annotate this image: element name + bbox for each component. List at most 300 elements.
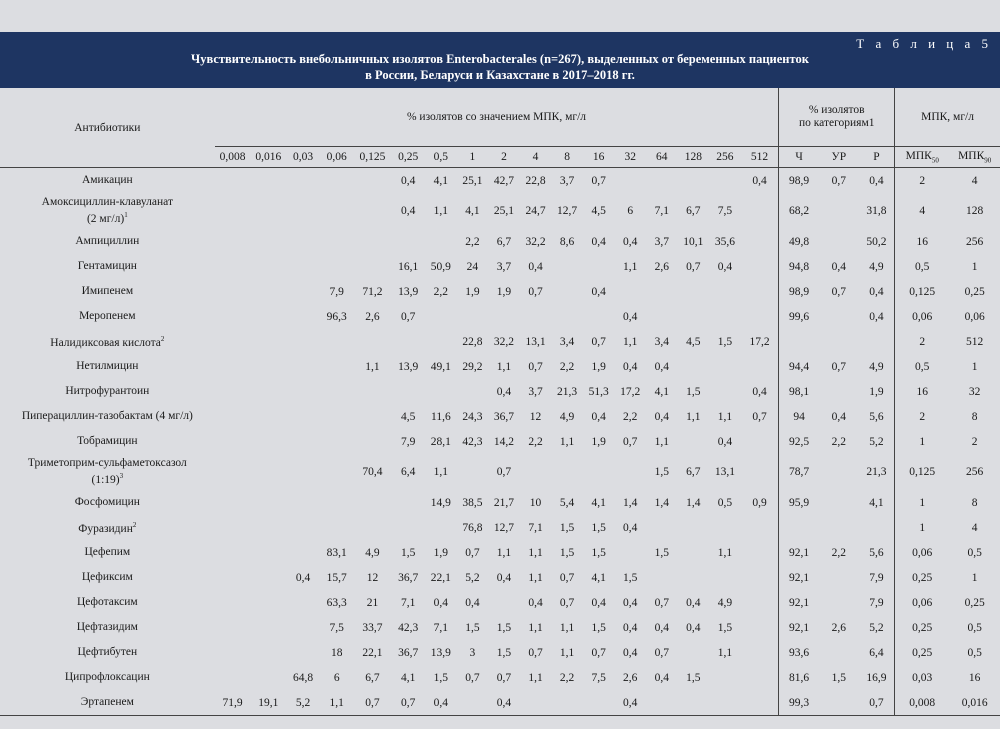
antibiotic-name-text: Цефотаксим	[76, 596, 138, 608]
mic-value-cell: 71,2	[362, 285, 383, 298]
mic-value-cell: 0,4	[623, 310, 638, 323]
category-value-cell: 50,2	[866, 235, 887, 248]
category-value-cell	[819, 565, 859, 590]
mic50-value-cell: 1	[895, 515, 950, 540]
mic-value-cell: 1,1	[528, 671, 543, 684]
mic-value-cell: 12	[366, 571, 379, 584]
mic-value-cell: 0,4	[528, 596, 543, 609]
antibiotic-name	[0, 379, 215, 404]
mic-value-cell	[741, 354, 779, 379]
mic-value-cell	[250, 304, 286, 329]
mic-value-cell: 0,4	[717, 260, 733, 273]
mic-value-cell: 1,5	[559, 546, 575, 559]
mic-value-cell	[320, 329, 354, 354]
mic-value-cell: 5,2	[465, 571, 480, 584]
mic50-value-cell: 0,008	[895, 690, 950, 716]
mic-value-cell	[741, 229, 779, 254]
mic50-value-cell: 0,06	[895, 590, 950, 615]
mic-value-cell: 10,1	[683, 235, 704, 248]
mic-value-cell	[286, 354, 320, 379]
antibiotic-name	[0, 665, 215, 690]
category-value-cell	[819, 454, 859, 490]
mic-value-cell: 25,1	[462, 174, 483, 187]
mic-value-cell: 0,4	[623, 235, 638, 248]
mic-value-cell: 4,1	[591, 571, 606, 584]
category-value-cell: 16,9	[866, 671, 887, 684]
mic-value-cell	[250, 429, 286, 454]
mic-value-cell	[215, 279, 251, 304]
mic-value-cell	[250, 490, 286, 515]
category-value-cell: 92,1	[779, 615, 819, 640]
mic50-value-cell: 1	[895, 490, 950, 515]
mic-value-cell: 0,4	[717, 435, 733, 448]
mic-value-cell: 15,7	[326, 571, 347, 584]
mic-value-cell	[646, 565, 678, 590]
mic90-value-cell: 1	[971, 571, 978, 584]
mic-value-cell: 17,2	[620, 385, 641, 398]
mic-column-header: 2	[488, 147, 520, 168]
mic-value-cell: 1,1	[433, 205, 449, 217]
category-value-cell: 95,9	[779, 490, 819, 515]
mic50-value-cell: 0,25	[895, 640, 950, 665]
mic-value-cell	[741, 690, 779, 716]
mic-value-cell: 0,4	[654, 360, 669, 373]
mic-value-cell	[709, 379, 741, 404]
antibiotic-name-text: Цефепим	[84, 546, 131, 558]
category-value-cell: 4,9	[869, 260, 884, 273]
antibiotic-name	[0, 565, 215, 590]
mic-value-cell: 1,1	[717, 646, 733, 659]
mic90-value-cell: 256	[966, 466, 984, 478]
mic-value-cell: 0,4	[686, 596, 701, 609]
mic-value-cell: 12,7	[493, 521, 515, 534]
mic-value-cell	[215, 404, 251, 429]
mic-value-cell	[286, 254, 320, 279]
mic-value-cell: 36,7	[493, 410, 515, 423]
antibiotic-name-text: Тобрамицин	[77, 435, 138, 447]
mic-value-cell: 0,4	[496, 571, 512, 584]
mic-value-cell	[354, 490, 392, 515]
category-value-cell: 92,5	[779, 429, 819, 454]
mic-value-cell	[583, 690, 615, 716]
mic-value-cell	[709, 565, 741, 590]
mic-value-cell	[250, 229, 286, 254]
mic-value-cell: 0,4	[425, 690, 457, 716]
table-title-line-2: в России, Беларуси и Казахстане в 2017–2018 гг.	[365, 68, 635, 82]
mic-value-cell: 1,1	[320, 690, 354, 716]
table-row	[0, 254, 1000, 279]
mic-value-cell	[250, 279, 286, 304]
mic-value-cell: 4,5	[686, 335, 701, 348]
mic-value-cell: 17,2	[749, 335, 770, 348]
mic-value-cell: 70,4	[362, 466, 383, 478]
mic-value-cell: 0,4	[654, 410, 669, 423]
category-value-cell	[819, 193, 859, 229]
mic-value-cell: 0,7	[559, 571, 575, 584]
mic-value-cell: 0,4	[401, 174, 416, 187]
mic-value-cell: 0,4	[591, 410, 606, 423]
category-value-cell: 92,1	[779, 540, 819, 565]
mic-value-cell: 1,9	[465, 285, 480, 298]
mic-value-cell	[215, 254, 251, 279]
mic-value-cell	[741, 540, 779, 565]
category-value-cell: 2,2	[831, 435, 846, 448]
mic-value-cell: 4,1	[654, 385, 669, 398]
mic-value-cell	[551, 304, 583, 329]
mic-value-cell	[354, 329, 392, 354]
mic-value-cell	[250, 254, 286, 279]
mic-value-cell	[425, 515, 457, 540]
mic-value-cell: 1,1	[528, 546, 543, 559]
mic-value-cell	[286, 304, 320, 329]
mic-value-cell: 7,5	[329, 621, 344, 634]
mic-value-cell: 64,8	[292, 671, 314, 684]
mic-value-cell: 1,1	[623, 260, 638, 273]
mic-column-header: 0,5	[425, 147, 457, 168]
mic-value-cell	[354, 229, 392, 254]
mic-value-cell: 36,7	[398, 571, 419, 584]
category-value-cell: 6,4	[869, 646, 884, 659]
mic-value-cell: 96,3	[326, 310, 347, 323]
mic-value-cell	[250, 329, 286, 354]
mic-value-cell	[391, 490, 425, 515]
mic-value-cell: 4,1	[401, 671, 416, 684]
table-title-line-1	[0, 52, 1000, 67]
mic-value-cell	[250, 354, 286, 379]
mic-value-cell	[520, 454, 552, 490]
mic-value-cell: 71,9	[215, 690, 251, 716]
antibiotic-name	[0, 429, 215, 454]
mic-value-cell: 0,4	[591, 235, 606, 248]
antibiotic-name-text: Нетилмицин	[76, 360, 139, 372]
mic-value-cell: 7,1	[654, 205, 669, 217]
mic-value-cell	[741, 615, 779, 640]
mic-value-cell: 14,2	[493, 435, 515, 448]
mic90-value-cell: 1	[971, 260, 978, 273]
mic-value-cell: 2,6	[623, 671, 638, 684]
mic-value-cell	[354, 404, 392, 429]
mic-value-cell	[520, 690, 552, 716]
mic-value-cell: 51,3	[588, 385, 609, 398]
mic-value-cell: 1,9	[591, 435, 606, 448]
category-column-header: Ч	[779, 147, 819, 168]
mic-value-cell	[678, 515, 710, 540]
mic-value-cell	[741, 665, 779, 690]
mic-value-cell	[320, 229, 354, 254]
mic-value-cell	[551, 454, 583, 490]
mic-value-cell	[286, 379, 320, 404]
mic-value-cell	[250, 540, 286, 565]
mic-value-cell: 0,7	[496, 466, 512, 478]
mic-value-cell	[215, 590, 251, 615]
mic-value-cell	[250, 665, 286, 690]
mic-value-cell: 11,6	[431, 410, 451, 423]
mic50-value-cell: 16	[895, 379, 950, 404]
mic-value-cell: 3,4	[654, 335, 669, 348]
category-value-cell: 98,9	[779, 168, 819, 194]
mic-value-cell	[614, 168, 646, 194]
mic-value-cell: 1,1	[717, 546, 733, 559]
mic-value-cell: 18	[330, 646, 343, 659]
mic-value-cell	[250, 640, 286, 665]
mic50-value-cell: 0,03	[895, 665, 950, 690]
mic50-value-cell: 16	[895, 229, 950, 254]
mic-value-cell	[320, 404, 354, 429]
mic-value-cell	[320, 254, 354, 279]
mic-value-cell	[250, 193, 286, 229]
mic-value-cell: 1,5	[686, 671, 701, 684]
category-value-cell	[819, 329, 859, 354]
mic-value-cell: 1,1	[528, 571, 543, 584]
category-value-cell: 0,4	[869, 174, 884, 187]
mic90-value-cell: 32	[968, 385, 981, 398]
antibiotic-name	[0, 404, 215, 429]
mic-value-cell: 0,4	[623, 621, 638, 634]
mic50-value-cell: 0,125	[895, 279, 950, 304]
mic-column-header: 32	[614, 147, 646, 168]
table-row	[0, 429, 1000, 454]
mic-value-cell	[215, 540, 251, 565]
table-label: Т а б л и ц а 5	[856, 36, 992, 51]
mic-value-cell: 4,1	[591, 496, 606, 509]
category-value-cell: 0,4	[831, 410, 846, 423]
mic-column-header: 256	[709, 147, 741, 168]
mic-value-cell: 36,7	[398, 646, 419, 659]
mic50-value-cell: 2	[895, 404, 950, 429]
mic-value-cell: 1,1	[623, 335, 638, 348]
mic-value-cell: 6,7	[686, 466, 701, 478]
mic-value-cell: 13,9	[430, 646, 451, 659]
mic-value-cell: 0,7	[528, 285, 543, 298]
mic-value-cell: 2,2	[559, 671, 575, 684]
mic90-value-cell: 128	[966, 205, 984, 217]
mic-value-cell	[709, 515, 741, 540]
category-value-cell: 0,4	[869, 285, 884, 298]
mic-column-header: 1	[457, 147, 489, 168]
category-value-cell: 93,6	[779, 640, 819, 665]
mic-value-cell	[709, 304, 741, 329]
mic-value-cell	[678, 279, 710, 304]
category-column-header: Р	[859, 147, 895, 168]
mic90-value-cell: 0,25	[964, 596, 985, 609]
mic-value-cell: 0,7	[591, 174, 606, 187]
mic-value-cell	[320, 515, 354, 540]
mic-value-cell	[741, 565, 779, 590]
category-value-cell: 7,9	[869, 571, 884, 584]
mic-value-cell	[286, 329, 320, 354]
mic-value-cell: 1,9	[496, 285, 512, 298]
mic-value-cell	[457, 690, 489, 716]
mic-value-cell: 33,7	[362, 621, 383, 634]
mic-value-cell: 22,1	[430, 571, 451, 584]
mic-column-header: 64	[646, 147, 678, 168]
mic-value-cell: 1,5	[717, 335, 733, 348]
mic-value-cell	[354, 515, 392, 540]
mic-value-cell: 35,6	[714, 235, 735, 248]
mic-value-cell: 4,9	[559, 410, 575, 423]
mic-value-cell	[320, 379, 354, 404]
mic-value-cell: 38,5	[462, 496, 483, 509]
mic-value-cell: 13,9	[398, 360, 419, 373]
mic-value-cell: 28,1	[430, 435, 451, 448]
mic-value-cell: 2,6	[365, 310, 380, 323]
mic-value-cell	[215, 229, 251, 254]
mic-value-cell	[286, 590, 320, 615]
mic-value-cell: 1,5	[591, 621, 606, 634]
category-group-line-1: % изолятов	[808, 104, 865, 116]
mic-value-cell	[320, 354, 354, 379]
mic-value-cell: 42,3	[462, 435, 483, 448]
mic-value-cell	[286, 404, 320, 429]
mic-value-cell: 22,8	[525, 174, 546, 187]
mic-value-cell: 4,5	[591, 205, 606, 217]
table-row	[0, 404, 1000, 429]
mic-value-cell: 22,1	[362, 646, 383, 659]
mic-value-cell	[320, 429, 354, 454]
mic-value-cell	[741, 193, 779, 229]
mic-value-cell: 0,4	[654, 671, 669, 684]
antibiotic-name-text: Налидиксовая кислота	[50, 336, 161, 349]
category-value-cell: 94,4	[779, 354, 819, 379]
table-row	[0, 590, 1000, 615]
mic50-subscript: 50	[931, 156, 939, 165]
mic-value-cell: 0,7	[686, 260, 701, 273]
mic-value-cell	[678, 429, 710, 454]
mic-value-cell	[457, 304, 489, 329]
mic-value-cell	[354, 429, 392, 454]
category-value-cell: 92,1	[779, 590, 819, 615]
mic-value-cell	[488, 304, 520, 329]
antibiotic-name	[0, 354, 215, 379]
mic-value-cell: 0,7	[496, 671, 512, 684]
mic-value-cell	[614, 454, 646, 490]
mic-value-cell: 5,4	[559, 496, 575, 509]
mic-value-cell: 3,4	[559, 335, 575, 348]
mic90-value-cell: 1	[971, 360, 978, 373]
mic-value-cell	[583, 304, 615, 329]
antibiotic-name-text: Меропенем	[79, 310, 136, 322]
mic-value-cell	[709, 354, 741, 379]
mic-value-cell	[741, 640, 779, 665]
mic-value-cell	[286, 490, 320, 515]
mic-value-cell	[709, 690, 741, 716]
mic-value-cell: 1,5	[496, 646, 512, 659]
mic-value-cell: 10	[529, 496, 542, 509]
mic-value-cell: 4,5	[401, 410, 416, 423]
mic-value-cell: 4,1	[433, 174, 449, 187]
mic-value-cell: 0,9	[752, 496, 767, 509]
mic-value-cell	[215, 429, 251, 454]
antibiotic-name-text: Триметоприм-сульфаметоксазол	[27, 457, 187, 470]
category-value-cell	[819, 229, 859, 254]
mic-value-cell: 8,6	[559, 235, 575, 248]
category-value-cell: 98,9	[779, 279, 819, 304]
mic-value-cell	[646, 515, 678, 540]
mic-value-cell	[741, 279, 779, 304]
mic90-label: МПК	[958, 149, 985, 162]
antibiotic-name-text: Фуразидин	[78, 522, 133, 535]
mic-value-cell	[250, 565, 286, 590]
mic90-value-cell: 16	[968, 671, 981, 684]
table-row	[0, 490, 1000, 515]
mic-value-cell	[215, 490, 251, 515]
mic-value-cell	[215, 640, 251, 665]
mic-value-cell: 0,4	[686, 621, 701, 634]
mic-value-cell: 32,2	[525, 235, 546, 248]
antibiotic-name-text: Эртапенем	[80, 696, 134, 708]
mic-value-cell	[354, 254, 392, 279]
mic-value-cell: 12,7	[557, 205, 578, 217]
mic-value-cell	[250, 454, 286, 490]
mic50-value-cell: 0,06	[895, 304, 950, 329]
mic-value-cell: 0,4	[752, 385, 767, 398]
mic-value-cell: 7,9	[329, 285, 344, 298]
antibiotics-header: Антибиотики	[0, 88, 215, 168]
category-value-cell: 7,9	[869, 596, 884, 609]
category-value-cell	[859, 515, 895, 540]
mic-value-cell	[741, 515, 779, 540]
category-group-header	[779, 88, 895, 147]
mic-column-header: 0,008	[215, 147, 251, 168]
mic-value-cell	[425, 229, 457, 254]
table-row	[0, 640, 1000, 665]
mic-value-cell: 3,7	[654, 235, 669, 248]
antibiotic-name	[0, 515, 215, 540]
mic-value-cell: 1,5	[654, 546, 669, 559]
mic-column-header: 0,06	[320, 147, 354, 168]
mic90-value-cell: 0,5	[967, 646, 982, 659]
mic-value-cell: 1,5	[686, 385, 701, 398]
mic-value-cell	[215, 615, 251, 640]
mic-value-cell: 2,2	[559, 360, 575, 373]
mic-value-cell: 7,5	[717, 205, 733, 217]
table-title-bar	[0, 32, 1000, 88]
category-value-cell: 5,6	[869, 546, 884, 559]
mic-value-cell: 1,1	[559, 621, 575, 634]
mic-column-header: 0,25	[391, 147, 425, 168]
table-row	[0, 515, 1000, 540]
mic-value-cell	[354, 168, 392, 194]
footnote-marker: 2	[132, 521, 137, 530]
mic-value-cell: 42,3	[398, 621, 419, 634]
mic-value-cell: 0,7	[465, 546, 480, 559]
mic-value-cell: 7,1	[528, 521, 543, 534]
antibiotic-name	[0, 640, 215, 665]
mic-value-cell	[250, 615, 286, 640]
mic50-value-cell: 0,06	[895, 540, 950, 565]
mic-value-cell: 0,7	[591, 335, 606, 348]
mic90-value-cell: 0,5	[967, 546, 982, 559]
mic-value-cell	[678, 565, 710, 590]
mic-value-cell: 50,9	[430, 260, 451, 273]
mic-value-cell: 7,1	[401, 596, 416, 609]
mic-value-cell: 0,4	[623, 521, 638, 534]
category-value-cell: 0,7	[831, 174, 846, 187]
mic-value-cell: 1,5	[433, 671, 449, 684]
mic-value-cell	[354, 193, 392, 229]
table-row	[0, 168, 1000, 194]
mic-value-cell: 21,3	[557, 385, 578, 398]
mic-value-cell	[646, 279, 678, 304]
mic-value-cell: 83,1	[326, 546, 347, 559]
mic-value-cell	[215, 565, 251, 590]
mic-value-cell	[457, 454, 489, 490]
mic-value-cell: 1,1	[559, 646, 575, 659]
mic90-value-cell: 8	[971, 496, 978, 509]
mic-value-cell	[551, 279, 583, 304]
mic-value-cell	[286, 229, 320, 254]
mic-value-cell: 4,1	[465, 205, 480, 217]
